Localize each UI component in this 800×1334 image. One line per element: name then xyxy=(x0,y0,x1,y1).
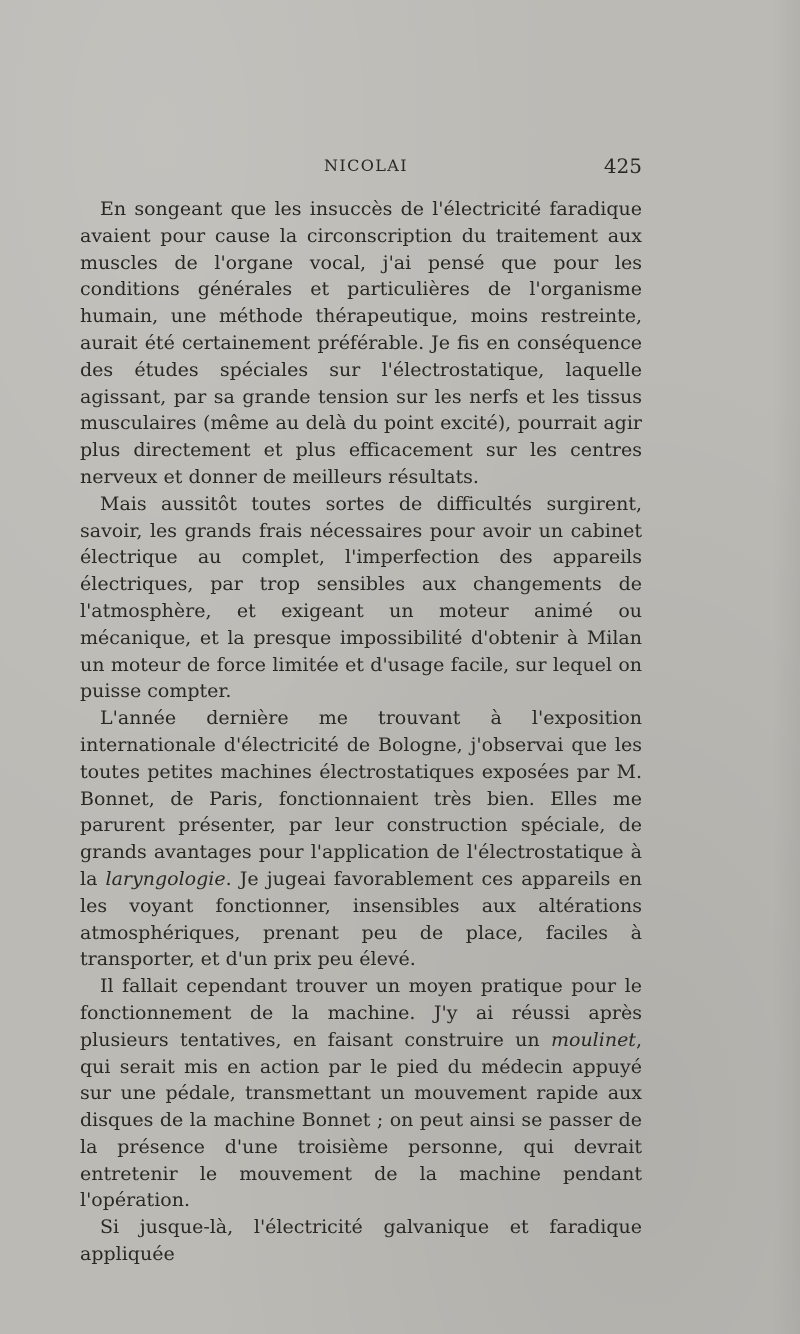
paragraph-2: Mais aussitôt toutes sortes de difficultés surgirent, savoir, les grands frais nécessaires pour avoir un cabinet électrique au complet, l'imperfection des appareils électriques, par trop sensibles aux changements de l'atmosphère, et exigeant un moteur animé ou mécanique, et la presque impossibilité d'obtenir à Milan un moteur de force limitée et d'usage facile, sur lequel on puisse compter. xyxy=(80,492,642,703)
paragraph-4-text-before: Il fallait cependant trouver un moyen pratique pour le fonctionnement de la machine. J'y ai réussi après plusieurs tentatives, en faisant construire un xyxy=(80,975,642,1051)
paragraph-3-text-before: L'année dernière me trouvant à l'exposition internationale d'électricité de Bologne, j'observai que les toutes petites machines électrostatiques exposées par M. Bonnet, de Paris, fonctionnaient très bien. Elles me parurent présenter, par leur construction spéciale, de grands avantages pour l'application de l'électrostatique à la xyxy=(80,707,642,890)
page-number: 425 xyxy=(603,154,642,178)
running-title: NICOLAI xyxy=(324,156,408,175)
paragraph-4-emphasis: moulinet xyxy=(550,1028,636,1051)
paragraph-3-emphasis: laryngologie xyxy=(105,867,226,890)
body-text xyxy=(80,196,642,1268)
page-header xyxy=(80,156,642,184)
paragraph-4-text-after: , qui serait mis en action par le pied du médecin appuyé sur une pédale, transmettant un mouvement rapide aux disques de la machine Bonnet ; on peut ainsi se passer de la présence d'une troisième personne, qui devrait entretenir le mouvement de la machine pendant l'opération. xyxy=(80,1028,642,1212)
paragraph-4 xyxy=(80,973,642,1214)
paragraph-3 xyxy=(80,705,642,973)
paragraph-5: Si jusque-là, l'électricité galvanique et faradique appliquée xyxy=(80,1216,642,1266)
paragraph-1: En songeant que les insuccès de l'électricité faradique avaient pour cause la circonscription du traitement aux muscles de l'organe vocal, j'ai pensé que pour les conditions générales et particulières de l'organisme humain, une méthode thérapeutique, moins restreinte, aurait été certainement préférable. Je fis en conséquence des études spéciales sur l'électrostatique, laquelle agissant, par sa grande tension sur les nerfs et les tissus musculaires (même au delà du point excité), pourrait agir plus directement et plus efficacement sur les centres nerveux et donner de meilleurs résultats. xyxy=(80,198,642,488)
page-edge-shadow xyxy=(772,0,800,1334)
paragraph-3-text-after: . Je jugeai favorablement ces appareils en les voyant fonctionner, insensibles aux altérations atmosphériques, prenant peu de place, faciles à transporter, et d'un prix peu élevé. xyxy=(80,867,642,971)
